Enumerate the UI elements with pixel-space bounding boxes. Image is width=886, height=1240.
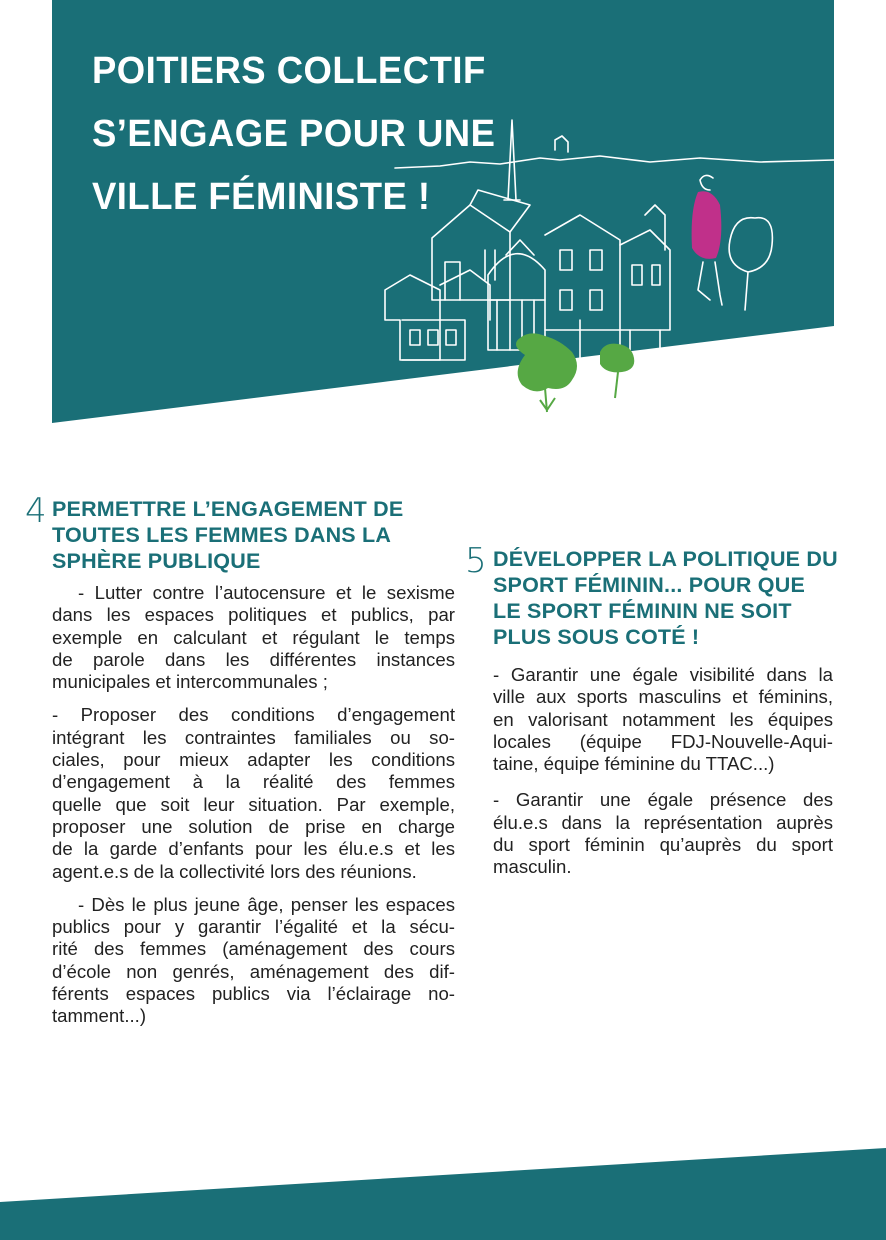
section-5 (465, 540, 838, 879)
paragraph: - Dès le plus jeune âge, penser les espaces publics pour y garantir l’égalité et la sécu- rité des femmes (aménagement des cours d’école non genrés, aménagement des dif- férents espaces publics via l’éclairage no- tamment...) (52, 893, 455, 1027)
woman-figure (692, 191, 722, 259)
section-4 (25, 490, 455, 1028)
page-title: POITIERS COLLECTIF S’ENGAGE POUR UNE VILLE FÉMINISTE ! (92, 50, 496, 218)
paragraph: - Lutter contre l’autocensure et le sexisme dans les espaces politiques et publics, par exemple en calculant et régulant le temps de parole dans les différentes instances municipales et intercommunales ; (52, 582, 455, 693)
header-banner (0, 0, 886, 430)
paragraph: - Garantir une égale visibilité dans la ville aux sports masculins et féminins, en valorisant notamment les équipes locales (équipe FDJ-Nouvelle-Aqui- taine, équipe féminine du TTAC...) (493, 664, 833, 775)
section-title: DÉVELOPPER LA POLITIQUE DU SPORT FÉMININ... POUR QUE LE SPORT FÉMININ NE SOIT PLUS SOUS COTÉ ! (493, 547, 838, 649)
footer-band (0, 1130, 886, 1240)
section-body (52, 582, 455, 1028)
section-title: PERMETTRE L’ENGAGEMENT DE TOUTES LES FEMMES DANS LA SPHÈRE PUBLIQUE (52, 497, 404, 573)
section-number: 4 (25, 491, 47, 531)
paragraph: - Garantir une égale présence des élu.e.s dans la représentation auprès du sport féminin qu’auprès du sport masculin. (493, 789, 833, 878)
paragraph: - Proposer des conditions d’engagement intégrant les contraintes familiales ou so- ciales, pour mieux adapter les conditions d’engagement à la réalité des femmes quelle que soit leur situation. Par exemple, proposer une solution de prise en charge de la garde d’enfants pour les élu.e.s et les agent.e.s de la collectivité lors des réunions. (52, 704, 455, 882)
section-body (493, 664, 833, 879)
section-number: 5 (465, 541, 487, 581)
